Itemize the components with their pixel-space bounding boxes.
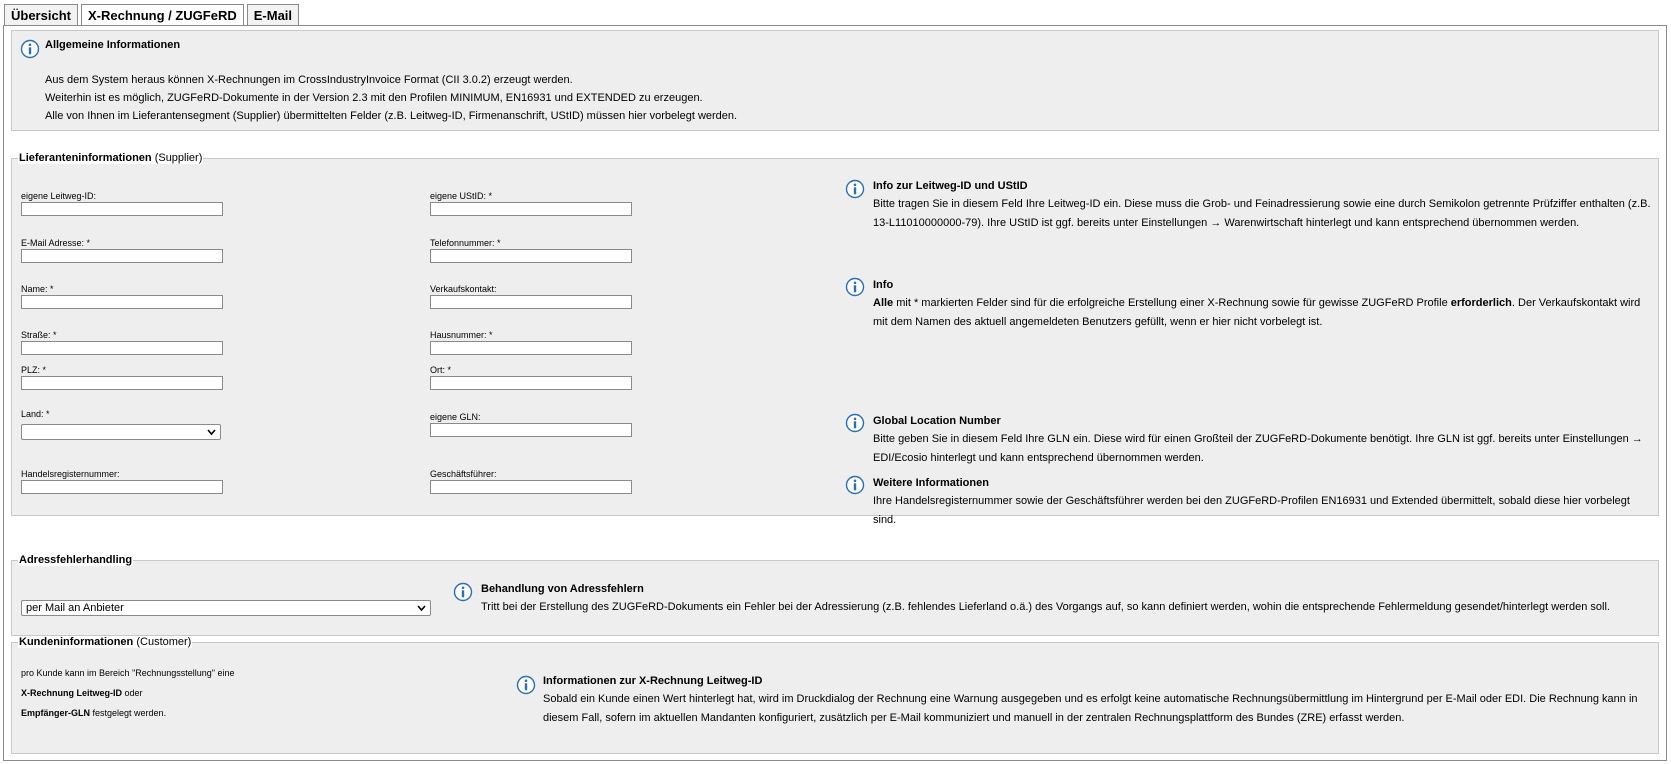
chevron-down-icon: [207, 428, 216, 436]
name-input[interactable]: [21, 295, 223, 309]
phone-label: Telefonnummer: *: [430, 238, 501, 248]
managing-director-label: Geschäftsführer:: [430, 469, 497, 479]
ustid-label: eigene UStID: *: [430, 191, 493, 201]
info-icon: [845, 277, 865, 297]
leitweg-id-label: eigene Leitweg-ID:: [21, 191, 97, 201]
address-error-info-title: Behandlung von Adressfehlern: [481, 583, 644, 595]
general-info-line-2: Weiterhin ist es möglich, ZUGFeRD-Dokumente in der Version 2.3 mit den Profilen MINIMUM, EN16931 und EXTENDED zu erzeugen.: [45, 92, 703, 104]
info-required-line-1: Alle mit * markierten Felder sind für die erfolgreiche Erstellung einer X-Rechnung sowie für gewisse ZUGFeRD Profile erforderlich. Der Verkaufskontakt wird: [873, 297, 1641, 309]
info-icon: [516, 675, 536, 695]
info-gln-line-1: Bitte geben Sie in diesem Feld Ihre GLN ein. Diese wird für einen Großteil der ZUGFeRD-Dokumente benötigt. Ihre GLN ist ggf. bereits unter Einstellungen →: [873, 433, 1643, 445]
house-number-label: Hausnummer: *: [430, 330, 493, 340]
general-info-title: Allgemeine Informationen: [45, 39, 181, 51]
ustid-input[interactable]: [430, 202, 632, 216]
gln-label: eigene GLN:: [430, 412, 481, 422]
zip-label: PLZ: *: [21, 365, 47, 375]
country-select[interactable]: [21, 424, 221, 440]
chevron-down-icon: [417, 604, 426, 612]
info-icon: [20, 39, 40, 59]
info-more-line-1: Ihre Handelsregisternummer sowie der Geschäftsführer werden bei den ZUGFeRD-Profilen EN16931 und Extended übermittelt, sobald diese hier vorbelegt: [873, 495, 1630, 507]
address-error-select[interactable]: [21, 600, 431, 616]
city-label: Ort: *: [430, 365, 452, 375]
tab-overview[interactable]: Übersicht: [4, 4, 78, 25]
customer-note-line-2: X-Rechnung Leitweg-ID oder: [21, 688, 143, 698]
info-icon: [845, 475, 865, 495]
address-error-legend: Adressfehlerhandling: [19, 554, 133, 566]
tab-bar: [4, 4, 299, 26]
address-error-fieldset: [11, 554, 1659, 636]
info-icon: [845, 413, 865, 433]
info-leitweg-line-1: Bitte tragen Sie in diesem Feld Ihre Leitweg-ID ein. Diese muss die Grob- und Feinadressierung sowie eine durch Semikolon getrennte Prüfziffer enthalten (z.B.: [873, 198, 1651, 210]
phone-input[interactable]: [430, 249, 632, 263]
sales-contact-input[interactable]: [430, 295, 632, 309]
info-leitweg-line-2: 13-L11010000000-79). Ihre UStID ist ggf. bereits unter Einstellungen → Warenwirtschaft hinterlegt und kann entsprechend übernommen werden.: [873, 217, 1580, 229]
customer-info-title: Informationen zur X-Rechnung Leitweg-ID: [543, 675, 763, 687]
general-info-line-3: Alle von Ihnen im Lieferantensegment (Supplier) übermittelten Felder (z.B. Leitweg-ID, Firmenanschrift, UStID) müssen hier vorbelegt werden.: [45, 110, 738, 122]
address-error-info-text: Tritt bei der Erstellung des ZUGFeRD-Dokuments ein Fehler bei der Adressierung (z.B. fehlendes Lieferland o.ä.) des Vorgangs auf, so kann definiert werden, wohin die entsprechende Fehlermeldung gesendet/hinterlegt werden soll.: [481, 601, 1610, 613]
info-icon: [453, 582, 473, 602]
gln-input[interactable]: [430, 423, 632, 437]
street-input[interactable]: [21, 341, 223, 355]
info-icon: [845, 179, 865, 199]
street-label: Straße: *: [21, 330, 57, 340]
register-number-input[interactable]: [21, 480, 223, 494]
info-gln-title: Global Location Number: [873, 415, 1001, 427]
info-required-title: Info: [873, 279, 894, 291]
address-error-select-value: per Mail an Anbieter: [26, 602, 124, 614]
tab-email[interactable]: E-Mail: [247, 4, 299, 25]
customer-info-line-1: Sobald ein Kunde einen Wert hinterlegt hat, wird im Druckdialog der Rechnung eine Warnung ausgegeben und es erfolgt keine automatische Rechnungsübermittlung im Hintergrund per E-Mail oder EDI. Die Rechnung kann in: [543, 693, 1638, 705]
customer-fieldset: [11, 636, 1659, 754]
register-number-label: Handelsregisternummer:: [21, 469, 120, 479]
email-label: E-Mail Adresse: *: [21, 238, 91, 248]
info-more-title: Weitere Informationen: [873, 477, 989, 489]
sales-contact-label: Verkaufskontakt:: [430, 284, 497, 294]
info-leitweg-title: Info zur Leitweg-ID und UStID: [873, 180, 1028, 192]
supplier-group: [11, 152, 1659, 526]
email-input[interactable]: [21, 249, 223, 263]
country-label: Land: *: [21, 409, 50, 419]
info-required-line-2: mit dem Namen des aktuell angemeldeten Benutzers gefüllt, wenn er hier nicht vorbelegt ist.: [873, 316, 1323, 328]
supplier-legend: Lieferanteninformationen (Supplier): [19, 152, 203, 164]
city-input[interactable]: [430, 376, 632, 390]
tab-x-rechnung-zugferd[interactable]: X-Rechnung / ZUGFeRD: [81, 4, 244, 27]
info-more-line-2: sind.: [873, 514, 897, 526]
name-label: Name: *: [21, 284, 54, 294]
customer-note-line-3: Empfänger-GLN festgelegt werden.: [21, 708, 167, 718]
info-gln-line-2: EDI/Ecosio hinterlegt und kann entsprechend übernommen werden.: [873, 452, 1204, 464]
customer-legend: Kundeninformationen (Customer): [19, 636, 192, 648]
general-info-box: [11, 30, 1659, 131]
managing-director-input[interactable]: [430, 480, 632, 494]
customer-note-line-1: pro Kunde kann im Bereich "Rechnungsstellung" eine: [21, 668, 235, 678]
customer-info-line-2: diesem Fall, sofern im aktuellen Mandanten konfiguriert, zusätzlich per E-Mail kommuniziert und manuell in der zentralen Rechnungsplattform des Bundes (ZRE) erfasst werden.: [543, 712, 1405, 724]
house-number-input[interactable]: [430, 341, 632, 355]
general-info-line-1: Aus dem System heraus können X-Rechnungen im CrossIndustryInvoice Format (CII 3.0.2) erzeugt werden.: [45, 74, 573, 86]
zip-input[interactable]: [21, 376, 223, 390]
leitweg-id-input[interactable]: [21, 202, 223, 216]
